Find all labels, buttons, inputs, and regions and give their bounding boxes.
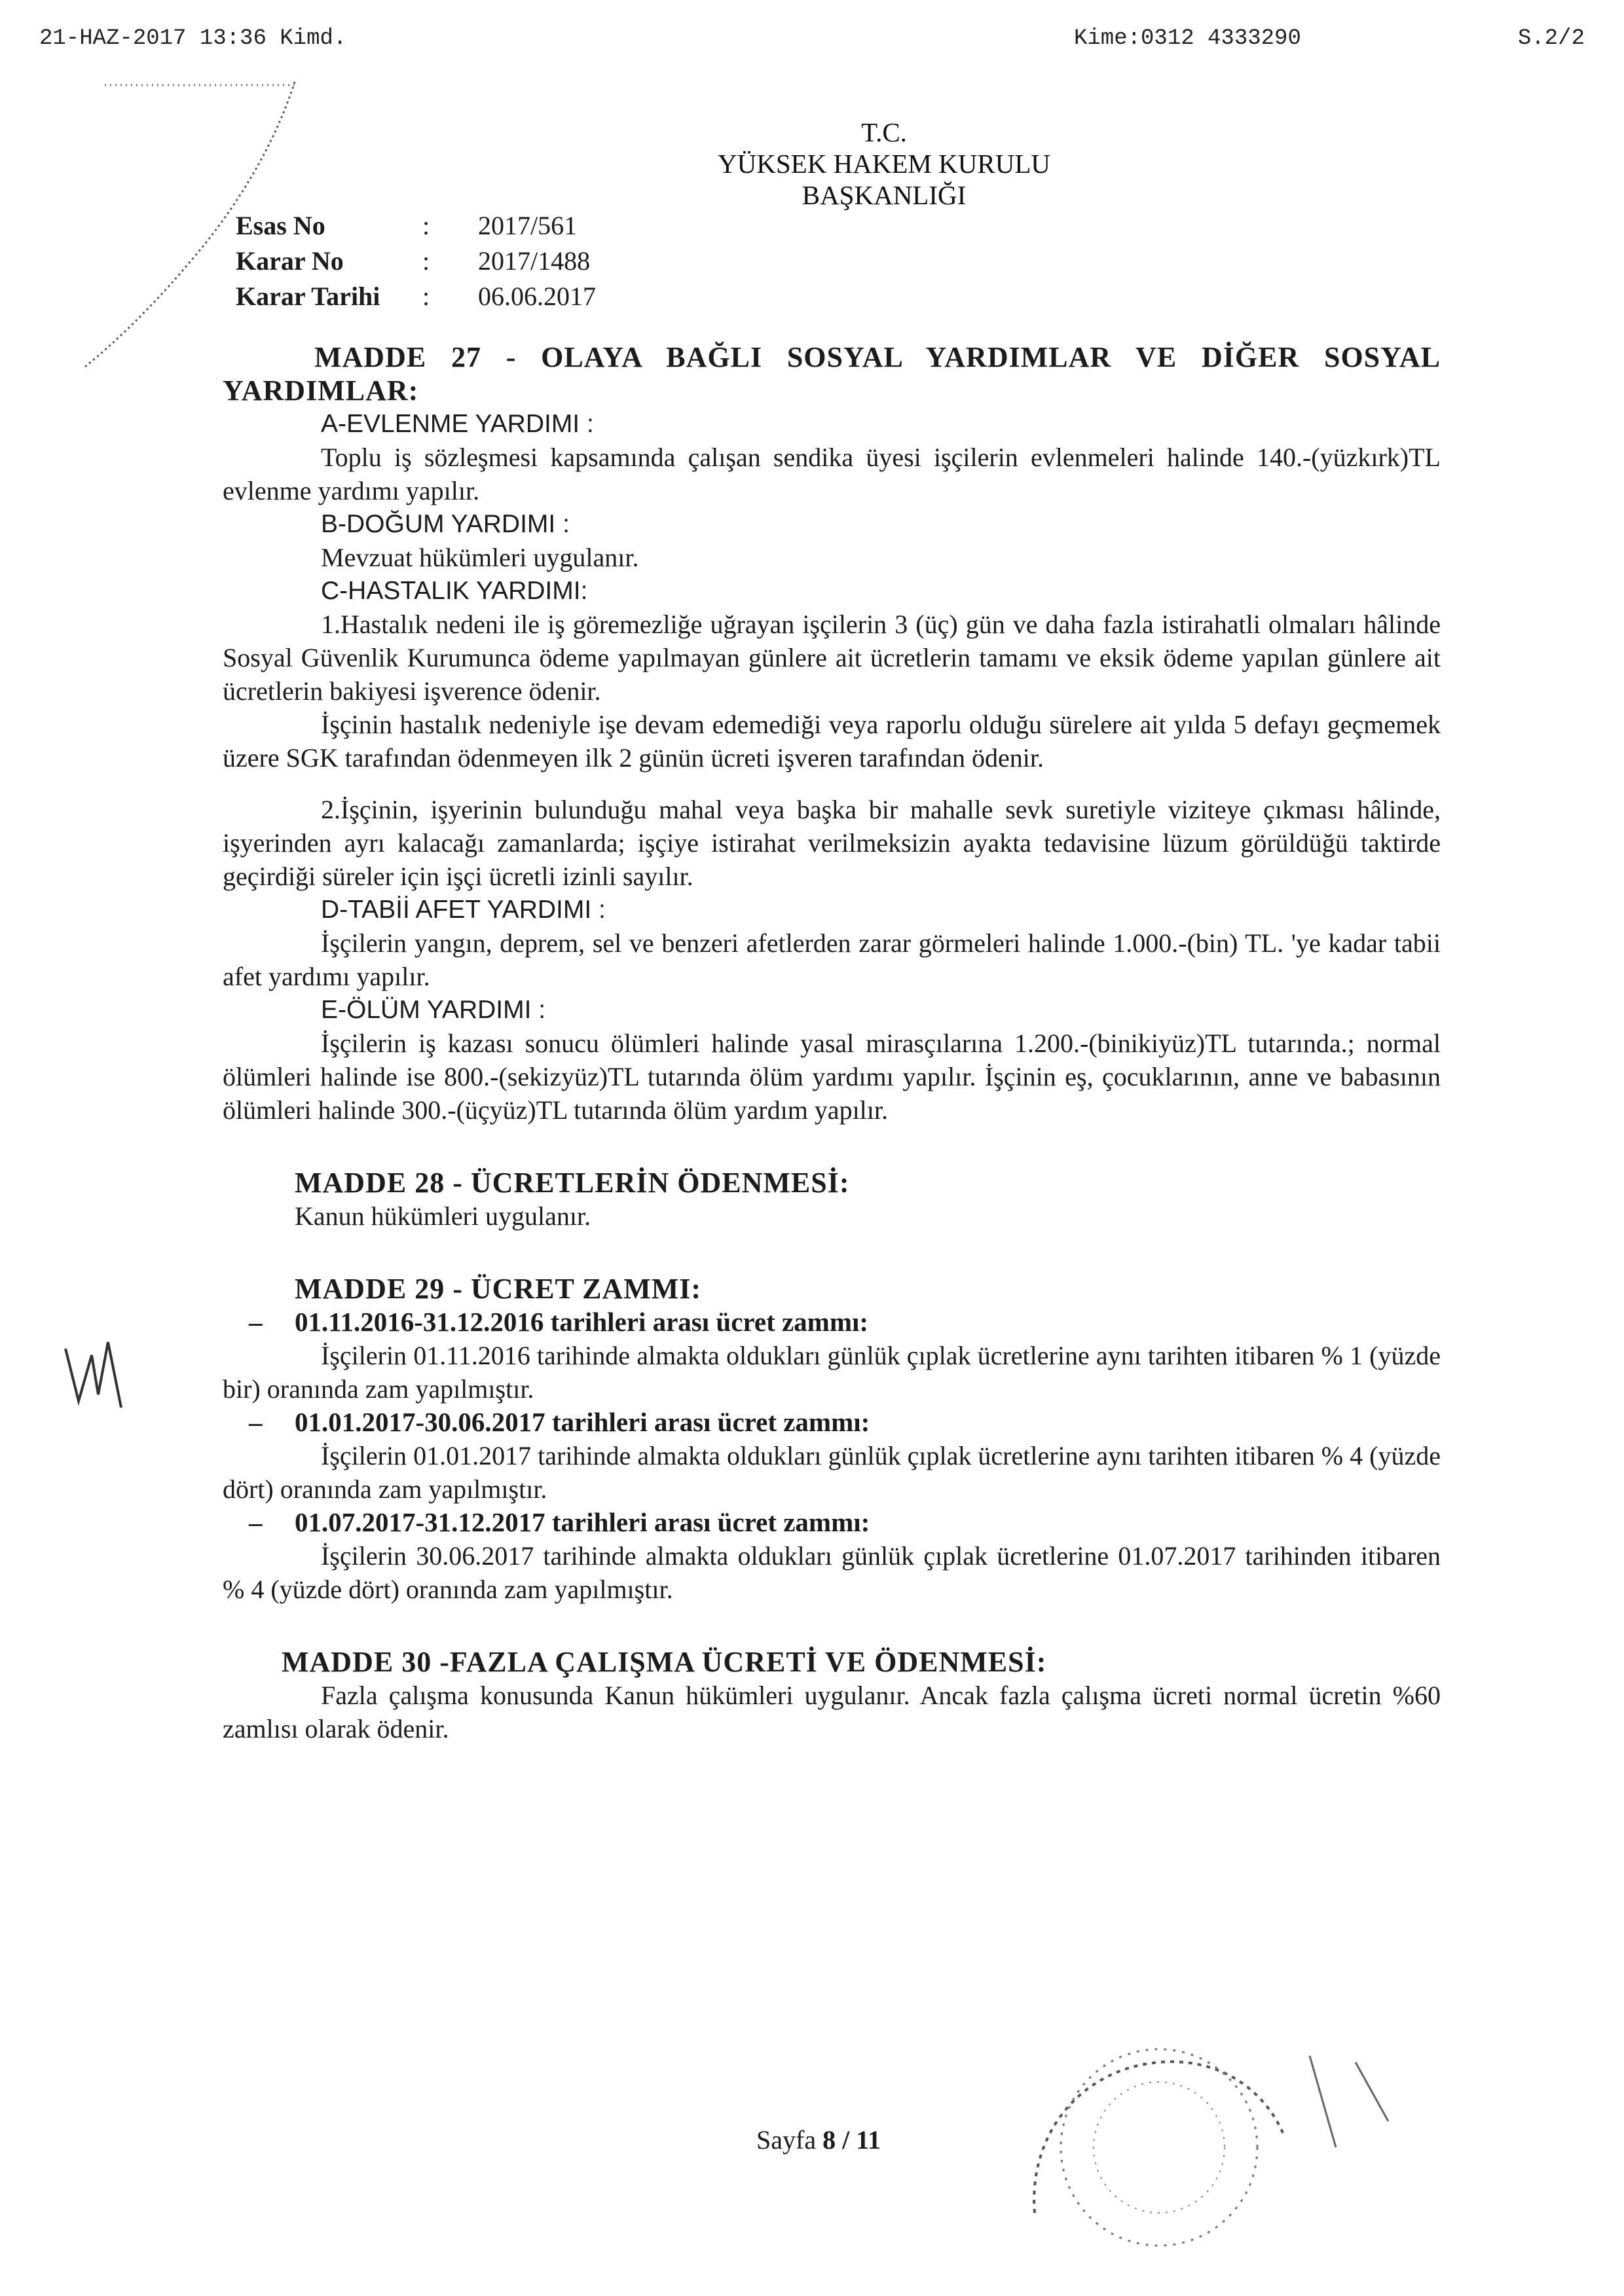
dash-bullet: – [249,1407,263,1437]
period-heading-text: 01.07.2017-31.12.2017 tarihleri arası ücret zammı: [295,1507,870,1537]
case-colon: : [422,246,430,276]
page-number: 8 / 11 [822,2125,881,2155]
article-27-c-text-3: 2.İşçinin, işyerinin bulunduğu mahal veya başka bir mahalle sevk suretiyle viziteye çıkması hâlinde, işyerinden ayrı kalacağı zamanlarda; işçiye istirahat verilmeksizin ayakta tedavisine lüzum görüldüğü taktirde geçirdiği süreler için işçi ücretli izinli sayılır. [223,795,1441,891]
case-value: 06.06.2017 [478,282,596,311]
article-29-period-1-heading [223,1305,1441,1339]
fax-page: S.2/2 [1517,26,1585,51]
document-body [223,340,1441,1745]
article-30-text: Fazla çalışma konusunda Kanun hükümleri uygulanır. Ancak fazla çalışma ücreti normal ücretin %60 zamlısı olarak ödenir. [223,1681,1441,1743]
article-27-a-text: Toplu iş sözleşmesi kapsamında çalışan sendika üyesi işçilerin evlenmeleri halinde 140.-(yüzkırk)TL evlenme yardımı yapılır. [223,443,1441,505]
institution-heading [589,117,1179,211]
article-27-c-text-2: İşçinin hastalık nedeniyle işe devam edemediği veya raporlu olduğu sürelere ait yılda 5 defayı geçmemek üzere SGK tarafından ödenmeyen ilk 2 günün ücreti işveren tarafından ödenir. [223,710,1441,773]
fax-date-time: 21-HAZ-2017 13:36 Kimd. [39,26,347,51]
article-27-c-text-1: 1.Hastalık nedeni ile iş göremezliğe uğrayan işçilerin 3 (üç) gün ve daha fazla istirahatli olmaları hâlinde Sosyal Güvenlik Kurumunca ödeme yapılmayan günlere ait ücretlerin tamamı ve eksik ödeme yapılan günlere ait ücretlerin bakiyesi işverence ödenir. [223,610,1441,706]
handwritten-initials [59,1329,131,1414]
article-27-d-text: İşçilerin yangın, deprem, sel ve benzeri afetlerden zarar görmeleri halinde 1.000.-(bin) TL. 'ye kadar tabii afet yardımı yapılır. [223,928,1441,991]
case-row-karar-tarihi [236,279,707,314]
article-29-period-1-text: İşçilerin 01.11.2016 tarihinde almakta oldukları günlük çıplak ücretlerine aynı tarihten itibaren % 1 (yüzde bir) oranında zam yapılmıştır. [223,1341,1441,1404]
case-colon: : [422,211,430,240]
period-heading-text: 01.01.2017-30.06.2017 tarihleri arası ücret zammı: [295,1407,870,1437]
article-27-title: MADDE 27 - OLAYA BAĞLI SOSYAL YARDIMLAR VE DİĞER SOSYAL YARDIMLAR: [223,341,1441,407]
page-label: Sayfa [756,2125,823,2155]
case-value: 2017/1488 [478,246,591,276]
article-27-b-text: Mevzuat hükümleri uygulanır. [321,543,639,572]
article-29-period-3-heading [223,1506,1441,1539]
case-label: Karar No [236,246,344,276]
article-29-period-2-text: İşçilerin 01.01.2017 tarihinde almakta oldukları günlük çıplak ücretlerine aynı tarihten itibaren % 4 (yüzde dört) oranında zam yapılmıştır. [223,1441,1441,1504]
article-29-title: MADDE 29 - ÜCRET ZAMMI: [295,1273,702,1305]
case-value: 2017/561 [478,211,578,240]
case-info [236,208,707,314]
article-27-e-title: E-ÖLÜM YARDIMI : [321,996,546,1024]
dash-bullet: – [249,1307,263,1337]
official-stamp [995,2016,1401,2252]
case-colon: : [422,282,430,311]
institution-line-office: BAŞKANLIĞI [802,180,967,210]
institution-line-tc: T.C. [861,117,907,147]
fax-header [39,26,1585,59]
article-27-e-text: İşçilerin iş kazası sonucu ölümleri halinde yasal mirasçılarına 1.200.-(binikiyüz)TL tutarında.; normal ölümleri halinde ise 800.-(sekizyüz)TL tutarında ölüm yardımı yapılır. İşçinin eş, çocuklarının, anne ve babasının ölümleri halinde 300.-(üçyüz)TL tutarında ölüm yardım yapılır. [223,1029,1441,1125]
period-heading-text: 01.11.2016-31.12.2016 tarihleri arası ücret zammı: [295,1307,869,1337]
article-28-text: Kanun hükümleri uygulanır. [295,1201,591,1231]
article-27-c-title: C-HASTALIK YARDIMI: [321,577,588,605]
fax-recipient: Kime:0312 4333290 [1074,26,1301,51]
case-label: Esas No [236,211,325,240]
article-27-d-title: D-TABİİ AFET YARDIMI : [321,896,606,924]
case-label: Karar Tarihi [236,282,380,311]
case-row-karar [236,244,707,279]
article-29-period-3-text: İşçilerin 30.06.2017 tarihinde almakta oldukları günlük çıplak ücretlerine 01.07.2017 tarihinden itibaren % 4 (yüzde dört) oranında zam yapılmıştır. [223,1541,1441,1604]
article-28-title: MADDE 28 - ÜCRETLERİN ÖDENMESİ: [295,1167,850,1199]
article-29-period-2-heading [223,1406,1441,1439]
dash-bullet: – [249,1507,263,1537]
page-footer [668,2124,969,2155]
case-row-esas [236,208,707,244]
institution-line-name: YÜKSEK HAKEM KURULU [718,149,1050,179]
article-27-a-title: A-EVLENME YARDIMI : [321,410,594,438]
article-30-title: MADDE 30 -FAZLA ÇALIŞMA ÜCRETİ VE ÖDENMESİ: [282,1646,1047,1678]
article-27-b-title: B-DOĞUM YARDIMI : [321,510,570,538]
